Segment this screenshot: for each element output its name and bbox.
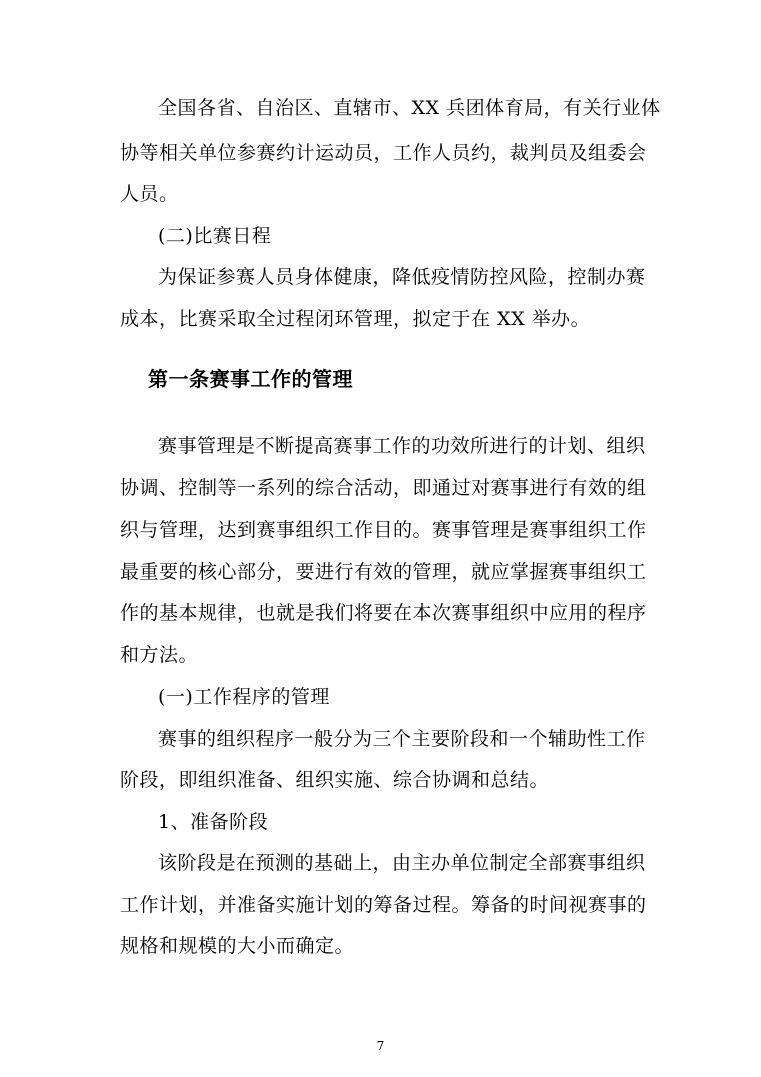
subsection-title: (一)工作程序的管理 [158, 686, 330, 708]
paragraph-line: 为保证参赛人员身体健康，降低疫情防控风险，控制办赛 [158, 266, 646, 288]
section-heading: 第一条赛事工作的管理 [148, 367, 353, 391]
paragraph-line: 工作计划，并准备实施计划的筹备过程。筹备的时间视赛事的 [120, 894, 647, 916]
paragraph-line: 织与管理，达到赛事组织工作目的。赛事管理是赛事组织工作 [120, 519, 647, 541]
paragraph-line: 规格和规模的大小而确定。 [120, 935, 355, 957]
paragraph-line: 全国各省、自治区、直辖市、XX 兵团体育局，有关行业体 [158, 97, 661, 119]
paragraph-line: 最重要的核心部分，要进行有效的管理，就应掌握赛事组织工 [120, 561, 647, 583]
page-number: 7 [376, 1039, 385, 1053]
paragraph-line: 作的基本规律，也就是我们将要在本次赛事组织中应用的程序 [120, 602, 647, 624]
numbered-item-title: 1、准备阶段 [158, 811, 269, 833]
paragraph-line: 协调、控制等一系列的综合活动，即通过对赛事进行有效的组 [120, 477, 647, 499]
paragraph-line: 该阶段是在预测的基础上，由主办单位制定全部赛事组织 [158, 852, 646, 874]
paragraph-line: 赛事管理是不断提高赛事工作的功效所进行的计划、组织 [158, 435, 646, 457]
paragraph-line: 赛事的组织程序一般分为三个主要阶段和一个辅助性工作 [158, 728, 646, 750]
paragraph-line: 阶段，即组织准备、组织实施、综合协调和总结。 [120, 769, 550, 791]
paragraph-line: 成本，比赛采取全过程闭环管理，拟定于在 XX 举办。 [120, 308, 591, 330]
paragraph-line: 协等相关单位参赛约计运动员，工作人员约，裁判员及组委会 [120, 142, 647, 164]
paragraph-line: 人员。 [120, 183, 179, 205]
paragraph-line: 和方法。 [120, 644, 199, 666]
subsection-title: (二)比赛日程 [158, 225, 272, 247]
